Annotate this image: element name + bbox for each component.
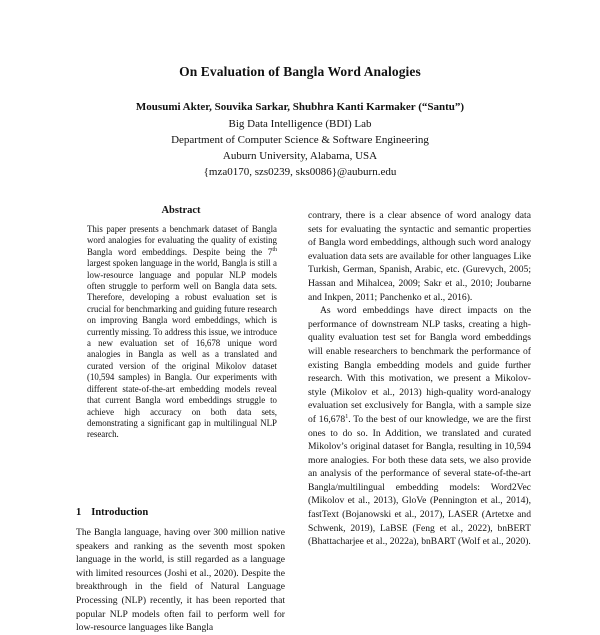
- right-paragraph-2: [308, 304, 531, 549]
- right-paragraph-2-part2: . To the best of our knowledge, we are the first ones to do so. In Addition, we translated and curated Mikolov’s original dataset for Bangla, resulting in 10,594 more analogies. For both these data sets, we also provide an analysis of the performance of several state-of-the-art Bangla/multilingual embedding models: Word2Vec (Mikolov et al., 2013), GloVe (Pennington et al., 2014), fastText (Bojanowski et al., 2017), LASER (Artetxe and Schwenk, 2019), LaBSE (Feng et al., 2022), bnBERT (Bhattacharjee et al., 2022a), bnBART (Wolf et al., 2020).: [308, 413, 531, 548]
- section-title: Introduction: [91, 507, 149, 518]
- paper-title: On Evaluation of Bangla Word Analogies: [179, 64, 421, 79]
- affiliation-lab: Big Data Intelligence (BDI) Lab: [228, 118, 372, 130]
- section-number: 1: [76, 507, 82, 518]
- abstract-heading: Abstract: [161, 205, 201, 216]
- right-paragraph-2-part1: As word embeddings have direct impacts on the performance of downstream NLP tasks, creating a high-quality evaluation test set for Bangla word embeddings will enable researchers to benchmark the performance of existing Bangla embedding models and guide further research. With this motivation, we present a Mikolov-style (Mikolov et al., 2013) high-quality word-analogy evaluation set exclusively for Bangla, with a sample size of 16,678: [308, 305, 531, 425]
- author-list: Mousumi Akter, Souvika Sarkar, Shubhra Kanti Karmaker (“Santu”): [135, 101, 465, 113]
- affiliation-university: Auburn University, Alabama, USA: [222, 150, 378, 162]
- abstract-text: [87, 224, 277, 441]
- affiliation-department: Department of Computer Science & Software Engineering: [171, 134, 429, 146]
- introduction-text: The Bangla language, having over 300 million native speakers and ranking as the seventh most spoken language in the world, is still regarded as a language with limited resources (Joshi et al., 2020). Despite the breakthrough in the field of Natural Language Processing (NLP) recently, it has been reported that popular NLP models often fail to perform well for low-resource languages like Bangla: [76, 527, 285, 634]
- abstract-text-part1: This paper presents a benchmark dataset of Bangla word analogies for evaluating the quality of existing Bangla word embeddings. Despite being the 7: [87, 224, 277, 257]
- section-heading-introduction: [76, 507, 148, 518]
- right-paragraph-1: contrary, there is a clear absence of word analogy data sets for evaluating the syntactic and semantic properties of Bangla word embeddings, although such word analogy evaluation data sets are available for other languages Like Turkish, German, Spanish, Arabic, etc. (Gurevych, 2005; Hassan and Mihalcea, 2009; Sakr et al., 2010; Joubarne and Inkpen, 2011; Panchenko et al., 2016).: [308, 210, 531, 303]
- author-emails: {mza0170, szs0239, sks0086}@auburn.edu: [203, 166, 397, 178]
- right-column: [308, 209, 531, 549]
- abstract-superscript: th: [272, 246, 277, 253]
- abstract-text-part2: largest spoken language in the world, Bangla is still a low-resource language and popular NLP models often struggle to perform well on Bangla data sets. Therefore, developing a robust evaluation set is crucial for benchmarking and guiding future research on improving Bangla word embeddings, which is currently missing. To address this issue, we introduce a new evaluation set of 16,678 unique word analogies in Bangla as well as a translated and curated version of the original Mikolov dataset (10,594 samples) in Bangla. Our experiments with different state-of-the-art embedding models reveal that current Bangla word embeddings struggle to achieve high accuracy on both data sets, demonstrating a significant gap in multilingual NLP research.: [87, 258, 277, 440]
- footnote-marker[interactable]: 1: [345, 413, 349, 420]
